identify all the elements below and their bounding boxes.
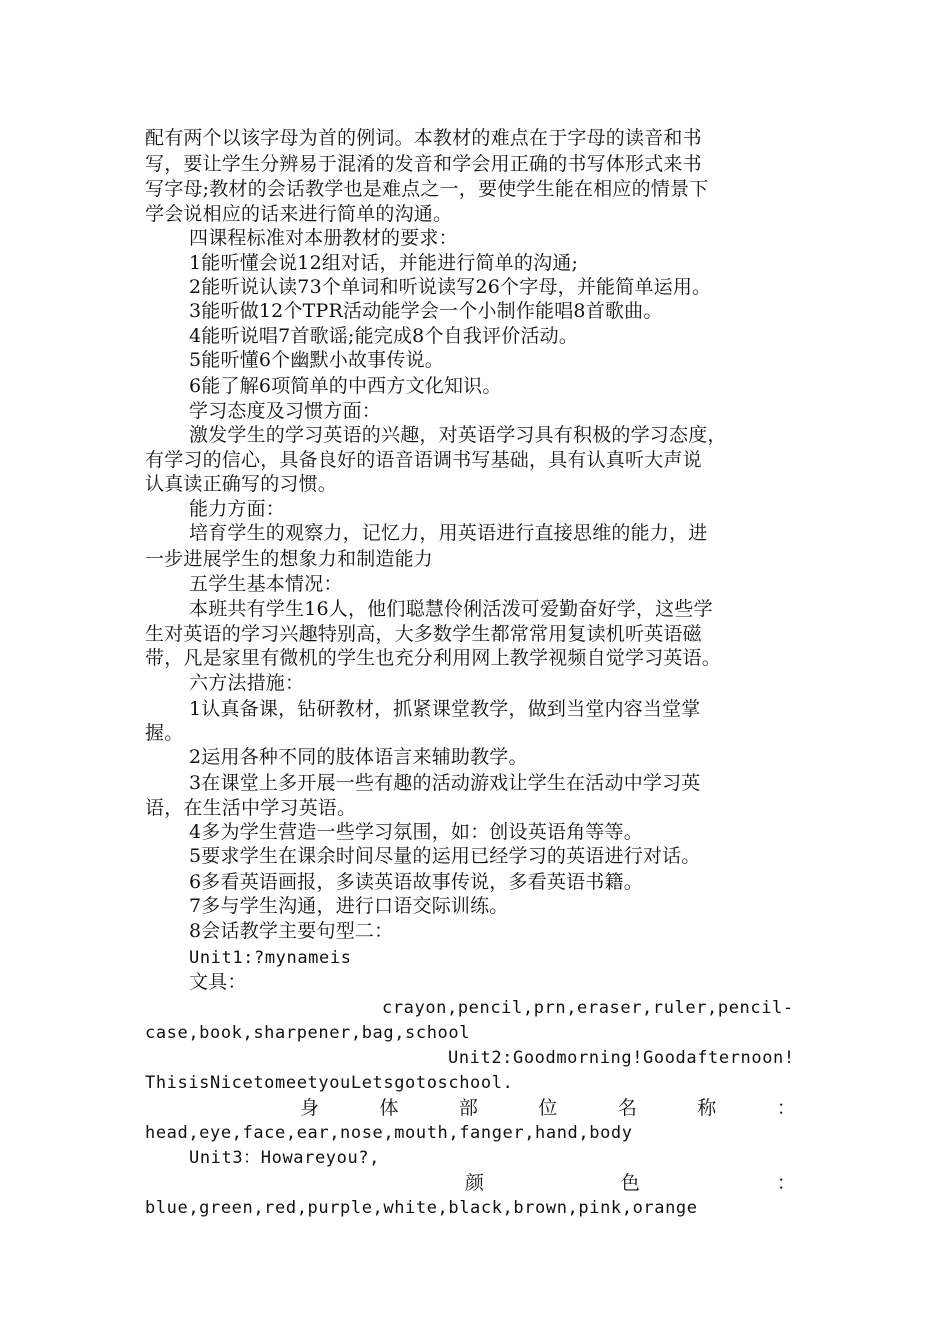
list-item: 4多为学生营造一些学习氛围，如：创设英语角等等。 — [189, 821, 643, 843]
paragraph-line: 配有两个以该字母为首的例词。本教材的难点在于字母的读音和书 — [145, 127, 702, 149]
heading-char: 颜 — [465, 1172, 485, 1194]
heading-char: 称 — [697, 1097, 717, 1119]
paragraph-line: 认真读正确写的习惯。 — [145, 473, 338, 495]
heading-char: 位 — [538, 1097, 558, 1119]
section-heading: 五学生基本情况： — [189, 573, 343, 595]
paragraph-line: 一步进展学生的想象力和制造能力 — [145, 548, 434, 570]
list-item: 2能听说认读73个单词和听说读写26个字母，并能简单运用。 — [189, 276, 712, 298]
paragraph-line: 生对英语的学习兴趣特别高，大多数学生都常常用复读机听英语磁 — [145, 623, 702, 645]
heading-char: 身 — [300, 1097, 320, 1119]
list-item: 7多与学生沟通，进行口语交际训练。 — [189, 895, 509, 917]
section-heading: 四课程标准对本册教材的要求： — [189, 227, 458, 249]
list-item: 5要求学生在课余时间尽量的运用已经学习的英语进行对话。 — [189, 845, 701, 867]
list-item: 8会话教学主要句型二： — [189, 920, 394, 942]
list-item: 2运用各种不同的肢体语言来辅助教学。 — [189, 746, 528, 768]
heading-char: 色 — [620, 1172, 641, 1194]
heading-char: 部 — [458, 1097, 479, 1119]
heading-char: 体 — [379, 1097, 399, 1119]
paragraph-line: 带，凡是家里有微机的学生也充分利用网上教学视频自觉学习英语。 — [145, 647, 722, 669]
spaced-heading — [465, 1170, 796, 1196]
paragraph-line: 培育学生的观察力，记忆力，用英语进行直接思维的能力，进 — [189, 522, 708, 544]
paragraph-line: 激发学生的学习英语的兴趣，对英语学习具有积极的学习态度， — [189, 424, 727, 446]
label-line: 文具： — [189, 971, 247, 993]
sentence-line: ThisisNicetomeetyouLetsgotoschool. — [145, 1073, 514, 1093]
list-item: 6多看英语画报，多读英语故事传说，多看英语书籍。 — [189, 871, 643, 893]
list-item: 语，在生活中学习英语。 — [145, 797, 357, 819]
paragraph-line: 写字母;教材的会话教学也是难点之一，要使学生能在相应的情景下 — [145, 178, 709, 200]
paragraph-line: 学会说相应的话来进行简单的沟通。 — [145, 203, 453, 225]
list-item: 握。 — [145, 722, 184, 744]
list-item: 1认真备课，钻研教材，抓紧课堂教学，做到当堂内容当堂掌 — [189, 698, 701, 720]
vocab-line: crayon,pencil,prn,eraser,ruler,pencil- — [382, 998, 794, 1018]
heading-char: 名 — [617, 1097, 638, 1119]
list-item: 5能听懂6个幽默小故事传说。 — [189, 349, 444, 371]
unit-line: Unit1:?mynameis — [189, 948, 352, 968]
paragraph-line: 本班共有学生16人，他们聪慧伶俐活泼可爱勤奋好学，这些学 — [189, 598, 713, 620]
vocab-line: case,book,sharpener,bag,school — [145, 1023, 471, 1043]
paragraph-line: 写，要让学生分辨易于混淆的发音和学会用正确的书写体形式来书 — [145, 153, 702, 175]
section-heading: 能力方面： — [189, 498, 286, 520]
list-item: 3能听做12个TPR活动能学会一个小制作能唱8首歌曲。 — [189, 300, 663, 322]
spaced-heading — [300, 1095, 796, 1121]
list-item: 1能听懂会说12组对话，并能进行简单的沟通; — [189, 252, 579, 274]
vocab-line: blue,green,red,purple,white,black,brown,pink,orange — [145, 1198, 698, 1218]
vocab-line: head,eye,face,ear,nose,mouth,fanger,hand,body — [145, 1123, 633, 1143]
unit-line: Unit2:Goodmorning!Goodafternoon! — [448, 1048, 795, 1068]
list-item: 3在课堂上多开展一些有趣的活动游戏让学生在活动中学习英 — [189, 772, 701, 794]
section-heading: 六方法措施： — [189, 672, 305, 694]
section-heading: 学习态度及习惯方面： — [189, 400, 382, 422]
list-item: 6能了解6项简单的中西方文化知识。 — [189, 375, 502, 397]
heading-char: ： — [776, 1097, 796, 1119]
list-item: 4能听说唱7首歌谣;能完成8个自我评价活动。 — [189, 325, 579, 347]
paragraph-line: 有学习的信心，具备良好的语音语调书写基础，具有认真听大声说 — [145, 449, 702, 471]
unit-line: Unit3：Howareyou?, — [189, 1148, 380, 1168]
heading-char: ： — [776, 1172, 796, 1194]
